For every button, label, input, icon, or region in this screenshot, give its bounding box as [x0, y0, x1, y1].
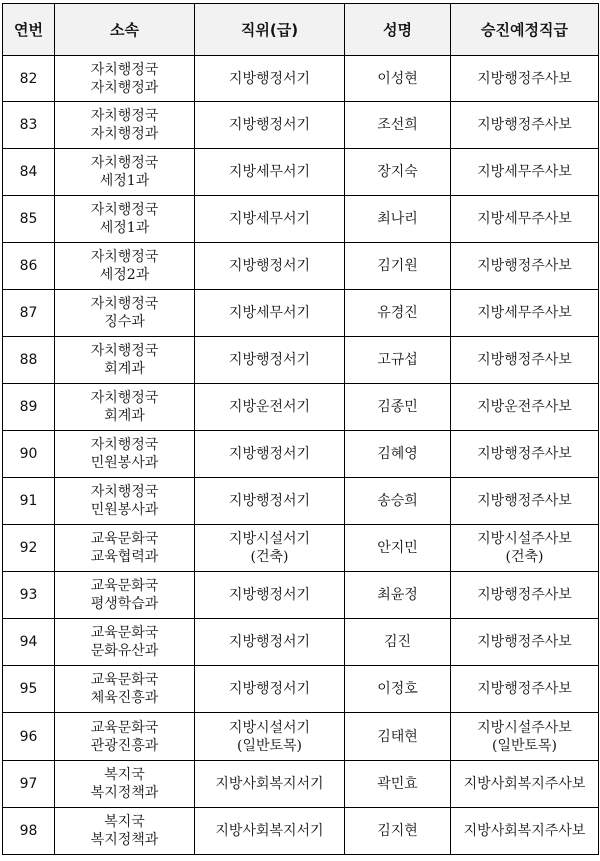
cell-dept-line: 자치행정국	[90, 437, 159, 453]
cell-promotion	[451, 808, 599, 855]
cell-dept-line: 세정1과	[99, 220, 150, 236]
cell-position	[195, 290, 345, 337]
cell-name: 조선희	[345, 102, 451, 149]
cell-dept-line: 복지국	[104, 814, 145, 830]
cell-position	[195, 572, 345, 619]
table-row	[3, 243, 599, 290]
cell-dept	[55, 243, 195, 290]
cell-dept	[55, 384, 195, 431]
cell-dept	[55, 666, 195, 713]
cell-name: 곽민효	[345, 761, 451, 808]
cell-dept-line: 문화유산과	[90, 643, 159, 659]
cell-dept	[55, 102, 195, 149]
cell-dept-line: 자치행정국	[90, 296, 159, 312]
cell-dept-line: 관광진흥과	[90, 737, 159, 754]
promotion-table	[2, 3, 599, 855]
cell-position	[195, 619, 345, 666]
cell-no: 86	[3, 243, 55, 290]
cell-promotion-line: (건축)	[505, 549, 544, 565]
cell-position	[195, 666, 345, 713]
cell-dept	[55, 619, 195, 666]
table-row	[3, 572, 599, 619]
cell-name: 김지현	[345, 808, 451, 855]
cell-promotion-line: 지방행정주사보	[477, 634, 572, 650]
cell-promotion-line: 지방행정주사보	[477, 258, 572, 274]
cell-position	[195, 384, 345, 431]
cell-dept-line: 징수과	[104, 314, 145, 330]
cell-position-line: 지방행정서기	[228, 493, 311, 509]
header-promotion: 승진예정직급	[451, 4, 599, 56]
cell-promotion-line: 지방사회복지주사보	[463, 823, 586, 839]
cell-no: 85	[3, 196, 55, 243]
table-row	[3, 808, 599, 855]
cell-position-line: 지방시설서기	[228, 719, 311, 736]
table-row	[3, 666, 599, 713]
cell-dept-line: 복지정책과	[90, 785, 159, 801]
cell-name: 김혜영	[345, 431, 451, 478]
cell-dept-line: 자치행정국	[90, 343, 159, 359]
cell-dept-line: 자치행정국	[90, 155, 159, 171]
cell-position-line: (일반토목)	[236, 737, 303, 754]
cell-promotion-line: (일반토목)	[491, 737, 558, 754]
cell-name: 안지민	[345, 525, 451, 572]
cell-name: 김종민	[345, 384, 451, 431]
cell-position-line: 지방세무서기	[228, 305, 311, 321]
table-row	[3, 56, 599, 102]
cell-position-line: 지방행정서기	[228, 70, 311, 87]
cell-dept	[55, 478, 195, 525]
cell-position-line: 지방행정서기	[228, 681, 311, 697]
cell-promotion	[451, 56, 599, 102]
cell-promotion-line: 지방행정주사보	[477, 446, 572, 462]
cell-dept-line: 교육문화국	[90, 625, 159, 641]
cell-name: 최나리	[345, 196, 451, 243]
header-row	[3, 4, 599, 56]
cell-promotion	[451, 666, 599, 713]
cell-dept-line: 교육문화국	[90, 672, 159, 688]
cell-dept-line: 민원봉사과	[90, 455, 159, 471]
cell-promotion	[451, 384, 599, 431]
cell-no: 97	[3, 761, 55, 808]
cell-position	[195, 808, 345, 855]
cell-no: 87	[3, 290, 55, 337]
cell-name: 이정호	[345, 666, 451, 713]
cell-dept-line: 회계과	[104, 408, 145, 424]
cell-promotion	[451, 525, 599, 572]
cell-position	[195, 525, 345, 572]
cell-position	[195, 56, 345, 102]
cell-no: 95	[3, 666, 55, 713]
cell-position	[195, 149, 345, 196]
cell-dept-line: 세정1과	[99, 173, 150, 189]
header-dept: 소속	[55, 4, 195, 56]
cell-promotion	[451, 290, 599, 337]
cell-promotion-line: 지방운전주사보	[477, 399, 572, 415]
cell-dept-line: 세정2과	[99, 267, 150, 283]
cell-promotion-line: 지방사회복지주사보	[463, 776, 586, 792]
table-row	[3, 761, 599, 808]
cell-no: 89	[3, 384, 55, 431]
cell-name: 장지숙	[345, 149, 451, 196]
cell-no: 98	[3, 808, 55, 855]
cell-promotion-line: 지방행정주사보	[477, 587, 572, 603]
cell-promotion	[451, 337, 599, 384]
cell-dept-line: 체육진흥과	[90, 690, 159, 706]
cell-position-line: 지방행정서기	[228, 352, 311, 368]
table-row	[3, 290, 599, 337]
cell-name: 김진	[345, 619, 451, 666]
cell-position	[195, 713, 345, 761]
cell-promotion-line: 지방시설주사보	[477, 719, 572, 736]
cell-promotion-line: 지방시설주사보	[477, 531, 572, 547]
header-no: 연번	[3, 4, 55, 56]
cell-dept	[55, 290, 195, 337]
cell-no: 88	[3, 337, 55, 384]
cell-promotion	[451, 149, 599, 196]
cell-position-line: 지방행정서기	[228, 634, 311, 650]
table-row	[3, 525, 599, 572]
cell-promotion-line: 지방세무주사보	[477, 164, 572, 180]
table-row	[3, 431, 599, 478]
cell-position-line: 지방운전서기	[228, 399, 311, 415]
cell-position-line: 지방행정서기	[228, 446, 311, 462]
cell-dept-line: 평생학습과	[90, 596, 159, 612]
cell-promotion	[451, 572, 599, 619]
table-body	[3, 56, 599, 855]
cell-position-line: 지방행정서기	[228, 258, 311, 274]
cell-dept-line: 자치행정국	[90, 249, 159, 265]
cell-name: 이성현	[345, 56, 451, 102]
cell-no: 84	[3, 149, 55, 196]
cell-promotion	[451, 243, 599, 290]
cell-name: 김기원	[345, 243, 451, 290]
cell-dept	[55, 572, 195, 619]
table-row	[3, 102, 599, 149]
cell-no: 96	[3, 713, 55, 761]
cell-no: 92	[3, 525, 55, 572]
cell-no: 82	[3, 56, 55, 102]
cell-position	[195, 243, 345, 290]
cell-position-line: (건축)	[250, 549, 289, 565]
cell-position	[195, 431, 345, 478]
cell-promotion-line: 지방세무주사보	[477, 305, 572, 321]
cell-position	[195, 478, 345, 525]
cell-dept	[55, 431, 195, 478]
cell-name: 유경진	[345, 290, 451, 337]
cell-position	[195, 102, 345, 149]
cell-dept-line: 복지정책과	[90, 832, 159, 848]
cell-promotion	[451, 761, 599, 808]
cell-name: 최윤정	[345, 572, 451, 619]
cell-dept	[55, 196, 195, 243]
cell-dept-line: 교육협력과	[90, 549, 159, 565]
table-row	[3, 619, 599, 666]
cell-dept-line: 회계과	[104, 361, 145, 377]
cell-dept-line: 자치행정국	[90, 108, 159, 124]
cell-no: 93	[3, 572, 55, 619]
cell-promotion-line: 지방행정주사보	[477, 70, 572, 87]
cell-dept-line: 교육문화국	[90, 578, 159, 594]
cell-dept-line: 자치행정국	[90, 484, 159, 500]
cell-position-line: 지방세무서기	[228, 211, 311, 227]
cell-name: 송승희	[345, 478, 451, 525]
cell-dept	[55, 761, 195, 808]
cell-no: 94	[3, 619, 55, 666]
cell-promotion-line: 지방행정주사보	[477, 681, 572, 697]
table-row	[3, 478, 599, 525]
cell-no: 91	[3, 478, 55, 525]
cell-position-line: 지방행정서기	[228, 117, 311, 133]
table-row	[3, 196, 599, 243]
cell-position-line: 지방시설서기	[228, 531, 311, 547]
cell-name: 고규섭	[345, 337, 451, 384]
header-position: 직위(급)	[195, 4, 345, 56]
cell-promotion-line: 지방행정주사보	[477, 117, 572, 133]
cell-no: 83	[3, 102, 55, 149]
cell-dept-line: 자치행정과	[90, 126, 159, 142]
cell-position	[195, 196, 345, 243]
cell-promotion-line: 지방행정주사보	[477, 352, 572, 368]
cell-dept-line: 교육문화국	[90, 719, 159, 736]
cell-promotion	[451, 196, 599, 243]
cell-dept-line: 교육문화국	[90, 531, 159, 547]
cell-dept	[55, 525, 195, 572]
cell-position-line: 지방세무서기	[228, 164, 311, 180]
cell-promotion-line: 지방세무주사보	[477, 211, 572, 227]
cell-dept-line: 자치행정국	[90, 202, 159, 218]
cell-name: 김태현	[345, 713, 451, 761]
cell-dept-line: 민원봉사과	[90, 502, 159, 518]
cell-dept-line: 자치행정과	[90, 79, 159, 96]
cell-promotion-line: 지방행정주사보	[477, 493, 572, 509]
header-name: 성명	[345, 4, 451, 56]
cell-promotion	[451, 478, 599, 525]
cell-dept	[55, 56, 195, 102]
cell-dept-line: 복지국	[104, 767, 145, 783]
cell-promotion	[451, 619, 599, 666]
cell-promotion	[451, 102, 599, 149]
table-row	[3, 384, 599, 431]
cell-dept	[55, 713, 195, 761]
cell-promotion	[451, 713, 599, 761]
cell-dept-line: 자치행정국	[90, 61, 159, 78]
cell-position-line: 지방사회복지서기	[215, 823, 324, 839]
table-row	[3, 337, 599, 384]
cell-position	[195, 761, 345, 808]
cell-dept	[55, 149, 195, 196]
cell-dept-line: 자치행정국	[90, 390, 159, 406]
table-row	[3, 149, 599, 196]
table-row	[3, 713, 599, 761]
cell-no: 90	[3, 431, 55, 478]
cell-dept	[55, 808, 195, 855]
cell-position	[195, 337, 345, 384]
cell-dept	[55, 337, 195, 384]
cell-position-line: 지방행정서기	[228, 587, 311, 603]
cell-promotion	[451, 431, 599, 478]
cell-position-line: 지방사회복지서기	[215, 776, 324, 792]
